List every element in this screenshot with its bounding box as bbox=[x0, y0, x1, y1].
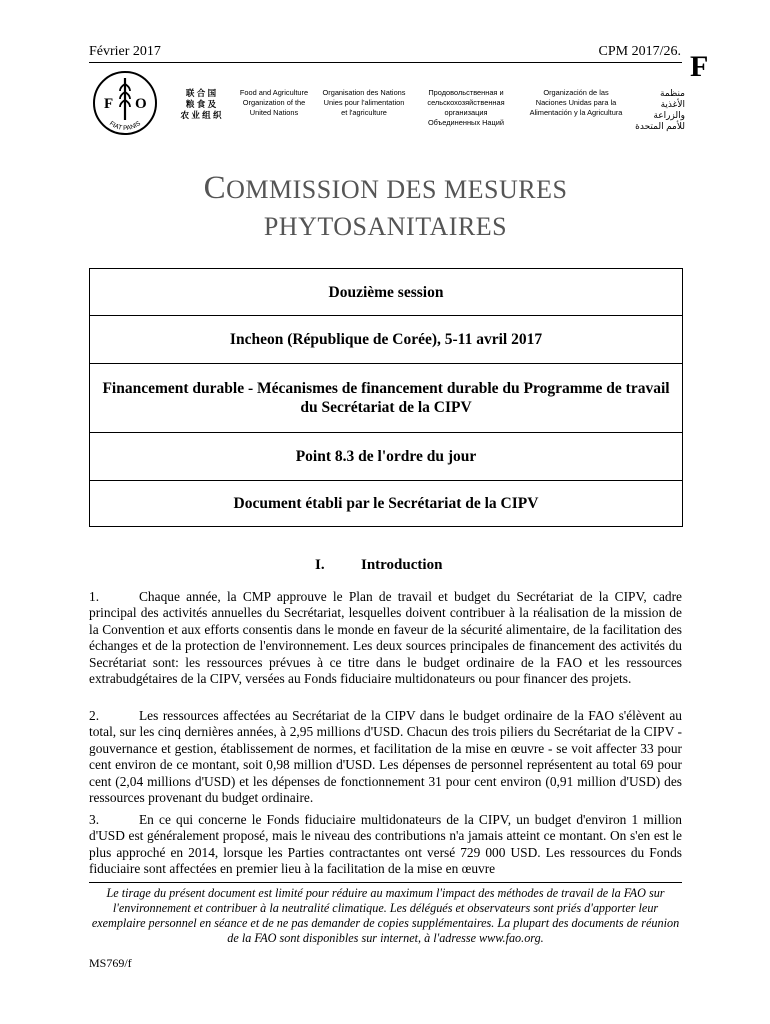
org-name-french: Organisation des Nations Unies pour l'alimentation et l'agriculture bbox=[322, 88, 406, 117]
header-rule bbox=[89, 62, 682, 63]
paragraph-2 bbox=[89, 708, 682, 806]
org-name-chinese: 联 合 国 粮 食 及 农 业 组 织 bbox=[180, 88, 222, 120]
paragraph-3 bbox=[89, 812, 682, 878]
paragraph-number: 1. bbox=[89, 589, 100, 604]
paragraph-text: Chaque année, la CMP approuve le Plan de travail et budget du Secrétariat de la CIPV, cadre principal des activités annuelles du Secrétariat, lesquelles doivent contribuer à la réalisation de la mission de la Convention et aux efforts consentis dans le monde en faveur de la sécurité alimentaire, de la facilitation des échanges et de la protection de l'environnement. Les deux sources principales de financement des activités du Secrétariat sont: les ressources prévues à ce titre dans le budget ordinaire de la FAO et les ressources extrabudgétaires de la CIPV, versées au Fonds fiduciaire multidonateurs ou pour financer des projets. bbox=[89, 589, 682, 687]
commission-title-line2: PHYTOSANITAIRES bbox=[263, 212, 508, 241]
header-doc-code: CPM 2017/26. bbox=[598, 44, 681, 59]
paragraph-1 bbox=[89, 589, 682, 687]
logo-letter-f: F bbox=[104, 96, 114, 112]
document-subject: Financement durable - Mécanismes de financement durable du Programme de travail du Secrétariat de la CIPV bbox=[90, 364, 682, 433]
fao-logo-icon bbox=[92, 70, 158, 136]
logo-letter-o: O bbox=[135, 96, 147, 112]
org-name-english: Food and Agriculture Organization of the United Nations bbox=[239, 88, 309, 117]
org-name-spanish: Organización de las Naciones Unidas para la Alimentación y la Agricultura bbox=[529, 88, 623, 117]
place-and-date: Incheon (République de Corée), 5-11 avril 2017 bbox=[90, 316, 682, 364]
paragraph-text: En ce qui concerne le Fonds fiduciaire multidonateurs de la CIPV, un budget d'environ 1 million d'USD est généralement proposé, mais le niveau des contributions n'a jamais atteint ce montant. On s'en est le plus approché en 2014, lorsque les Parties contractantes ont versé 729 000 USD. Les ressources du Fonds fiduciaire sont affectées en premier lieu à la facilitation de la mise en œuvre bbox=[89, 812, 682, 877]
session-info-box bbox=[89, 268, 683, 527]
language-letter: F bbox=[690, 50, 709, 83]
environment-footnote: Le tirage du présent document est limité pour réduire au maximum l'impact des méthodes de travail de la FAO sur l'environnement et contribuer à la neutralité climatique. Les délégués et observateurs sont priés d'apporter leur exemplaire personnel en séance et de ne pas demander de copies supplémentaires. La plupart des documents de réunion de la FAO sont disponibles sur internet, à l'adresse www.fao.org. bbox=[91, 886, 680, 945]
commission-title-line1: COMMISSION DES MESURES bbox=[203, 170, 568, 206]
header-date: Février 2017 bbox=[89, 44, 161, 59]
agenda-item: Point 8.3 de l'ordre du jour bbox=[90, 433, 682, 481]
organization-names bbox=[170, 88, 685, 131]
prepared-by: Document établi par le Secrétariat de la CIPV bbox=[233, 495, 539, 512]
document-reference: MS769/f bbox=[89, 956, 132, 970]
section-title: Introduction bbox=[361, 557, 443, 573]
section-number: I. bbox=[315, 557, 325, 573]
session-label: Douzième session bbox=[90, 269, 682, 316]
logo-motto: FIAT PANIS bbox=[107, 120, 143, 133]
org-name-russian: Продовольственная и cельскохозяйственная организация Объединенных Наций bbox=[427, 88, 505, 127]
paragraph-number: 3. bbox=[89, 812, 100, 827]
paragraph-text: Les ressources affectées au Secrétariat de la CIPV dans le budget ordinaire de la FAO s'élèvent au total, sur les cinq dernières années, à 2,95 millions d'USD. Chacun des trois piliers du Secrétariat de la CIPV - gouvernance et gestion, établissement de normes, et facilitation de la mise en œuvre - se voit affecter 33 pour cent environ de ce montant, soit 0,98 million d'USD. Les dépenses de personnel représentent au total 69 pour cent (2,04 millions d'USD) et les dépenses de fonctionnement 31 pour cent environ (0,91 million d'USD) des ressources provenant du budget ordinaire. bbox=[89, 708, 682, 806]
paragraph-number: 2. bbox=[89, 708, 100, 723]
org-name-arabic: منظمة الأغذية والزراعة للأمم المتحدة bbox=[635, 88, 685, 131]
footnote-rule bbox=[89, 882, 682, 883]
